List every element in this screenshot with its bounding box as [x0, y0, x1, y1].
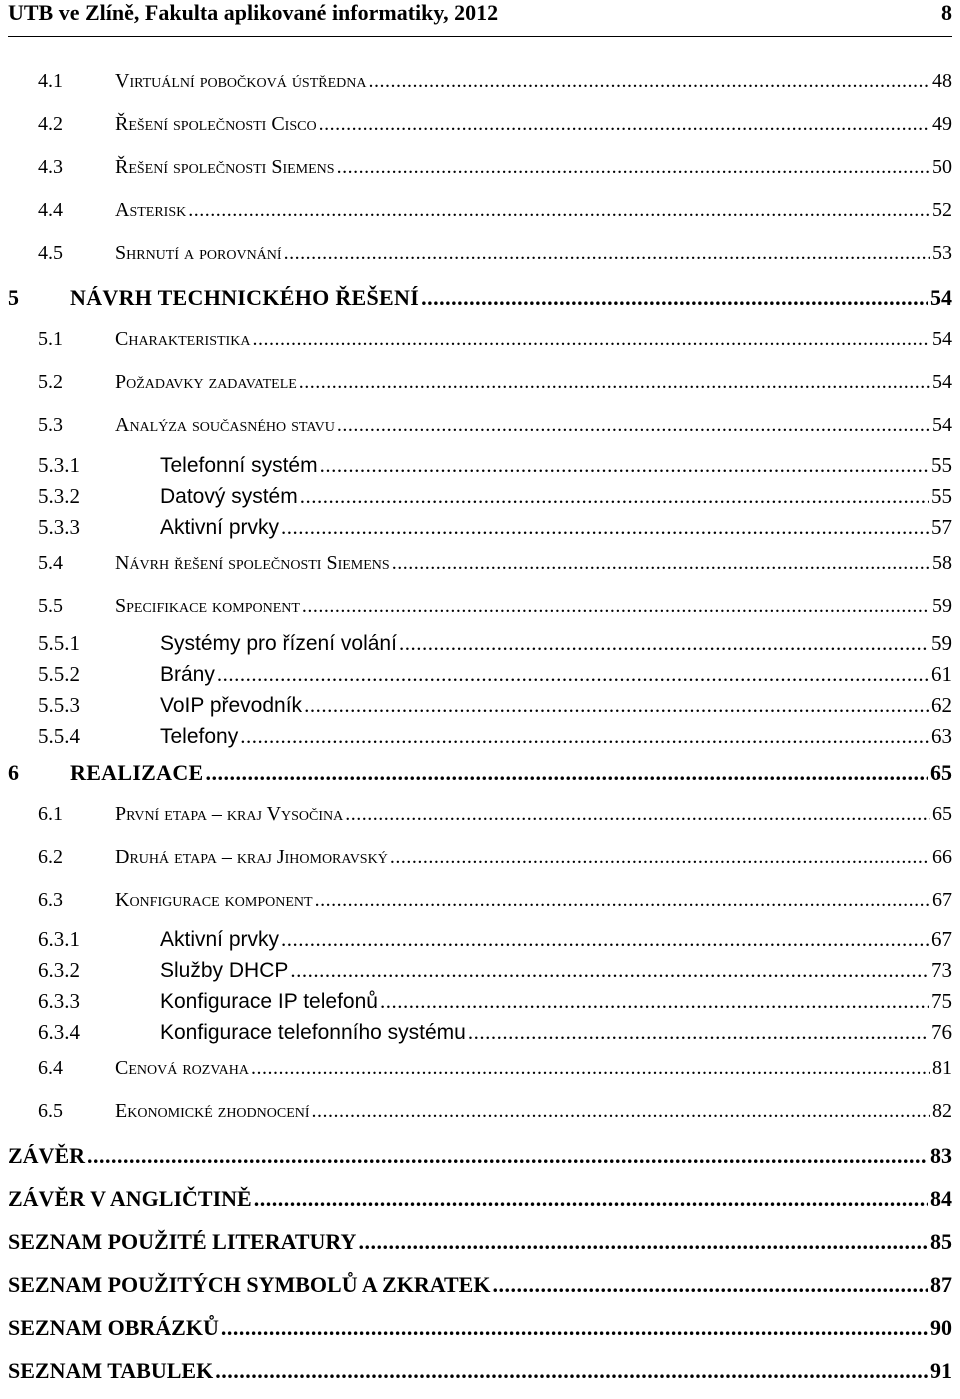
toc-entry-title: Cenová rozvaha [115, 1057, 249, 1079]
toc-dot-leader [421, 285, 928, 311]
toc-entry-title: Druhá etapa – kraj Jihomoravský [115, 846, 388, 868]
toc-entry[interactable] [8, 1229, 952, 1255]
toc-entry[interactable] [38, 113, 952, 136]
toc-entry-number: 5.2 [38, 371, 63, 393]
toc-entry-number: 6.4 [38, 1057, 63, 1079]
toc-entry-title: Brány [160, 663, 215, 686]
toc-entry-title: ZÁVĚR V ANGLIČTINĚ [8, 1186, 252, 1211]
toc-entry-number: 4.2 [38, 113, 63, 135]
toc-entry-title: NÁVRH TECHNICKÉHO ŘEŠENÍ [70, 285, 420, 310]
toc-entry[interactable] [38, 927, 952, 952]
toc-dot-leader [302, 595, 930, 618]
toc-entry-page: 87 [930, 1272, 952, 1297]
toc-entry[interactable] [8, 1272, 952, 1298]
toc-entry[interactable] [8, 1186, 952, 1212]
toc-entry-title: Ekonomické zhodnocení [115, 1100, 310, 1122]
toc-entry-page: 73 [931, 958, 952, 982]
toc-entry-title: Analýza současného stavu [115, 414, 335, 436]
toc-entry-title: Systémy pro řízení volání [160, 632, 397, 655]
toc-entry-page: 53 [932, 242, 952, 264]
toc-dot-leader [468, 1020, 929, 1045]
toc-entry-title: Charakteristika [115, 328, 251, 350]
toc-entry-title: SEZNAM POUŽITÉ LITERATURY [8, 1229, 357, 1254]
toc-entry-page: 49 [932, 113, 952, 135]
toc-entry-title: Konfigurace telefonního systému [160, 1021, 466, 1044]
toc-dot-leader [87, 1143, 928, 1169]
toc-entry[interactable] [38, 414, 952, 437]
toc-entry-number: 5.5 [38, 595, 63, 617]
toc-entry-title: SEZNAM TABULEK [8, 1358, 214, 1383]
toc-entry-number: 6.1 [38, 803, 63, 825]
document-title: UTB ve Zlíně, Fakulta aplikované informatiky, 2012 [8, 0, 499, 25]
toc-entry-page: 59 [931, 631, 952, 655]
toc-entry[interactable] [38, 552, 952, 575]
toc-entry-page: 83 [930, 1143, 952, 1168]
toc-entry-title: ZÁVĚR [8, 1143, 86, 1168]
toc-entry-number: 5.5.1 [38, 631, 80, 655]
toc-entry-number: 5.5.2 [38, 662, 80, 686]
toc-dot-leader [304, 693, 929, 718]
toc-entry[interactable] [38, 662, 952, 687]
toc-dot-leader [492, 1272, 928, 1298]
toc-entry-page: 90 [930, 1315, 952, 1340]
toc-entry-page: 63 [931, 724, 952, 748]
toc-entry-title: Řešení společnosti Cisco [115, 113, 317, 135]
toc-entry-page: 52 [932, 199, 952, 221]
toc-entry-page: 54 [932, 328, 952, 350]
toc-entry-number: 5.3 [38, 414, 63, 436]
toc-dot-leader [281, 515, 929, 540]
toc-entry[interactable] [38, 595, 952, 618]
toc-dot-leader [358, 1229, 928, 1255]
toc-entry[interactable] [8, 285, 952, 311]
toc-dot-leader [390, 846, 930, 869]
toc-dot-leader [319, 113, 930, 136]
toc-entry-number: 5.3.3 [38, 515, 80, 539]
toc-entry-page: 61 [931, 662, 952, 686]
toc-entry-title: Návrh řešení společnosti Siemens [115, 552, 390, 574]
toc-entry-title: Shrnutí a porovnání [115, 242, 282, 264]
toc-entry-page: 59 [932, 595, 952, 617]
toc-entry-page: 84 [930, 1186, 952, 1211]
toc-entry[interactable] [8, 1143, 952, 1169]
toc-entry-title: Telefony [160, 725, 239, 748]
toc-entry-number: 4.4 [38, 199, 63, 221]
toc-dot-leader [206, 760, 928, 786]
toc-dot-leader [345, 803, 930, 826]
toc-entry-page: 55 [931, 484, 952, 508]
toc-entry[interactable] [38, 889, 952, 912]
toc-entry-page: 58 [932, 552, 952, 574]
toc-entry-title: Virtuální pobočková ústředna [115, 70, 367, 92]
toc-entry-title: Aktivní prvky [160, 516, 280, 539]
toc-entry-page: 54 [930, 285, 952, 310]
toc-entry-number: 4.1 [38, 70, 63, 92]
toc-dot-leader [312, 1100, 930, 1123]
toc-entry[interactable] [38, 156, 952, 179]
toc-dot-leader [215, 1358, 928, 1384]
toc-entry-page: 67 [932, 889, 952, 911]
toc-entry[interactable] [38, 70, 952, 93]
toc-entry-title: Konfigurace IP telefonů [160, 990, 378, 1013]
toc-entry-number: 5 [8, 285, 19, 310]
toc-entry[interactable] [38, 724, 952, 749]
toc-dot-leader [252, 328, 930, 351]
toc-dot-leader [399, 631, 929, 656]
toc-entry[interactable] [38, 693, 952, 718]
toc-entry-title: Datový systém [160, 485, 298, 508]
toc-entry-number: 6.3.3 [38, 989, 80, 1013]
toc-entry[interactable] [38, 631, 952, 656]
toc-entry-number: 4.3 [38, 156, 63, 178]
toc-entry-number: 6.3 [38, 889, 63, 911]
toc-entry[interactable] [38, 1100, 952, 1123]
toc-entry-page: 66 [932, 846, 952, 868]
toc-entry[interactable] [8, 1358, 952, 1384]
toc-dot-leader [300, 484, 929, 509]
toc-dot-leader [337, 156, 930, 179]
toc-entry-title: První etapa – kraj Vysočina [115, 803, 344, 825]
toc-entry-page: 54 [932, 414, 952, 436]
toc-entry-number: 5.5.4 [38, 724, 80, 748]
toc-entry-title: VoIP převodník [160, 694, 303, 717]
toc-dot-leader [315, 889, 930, 912]
toc-dot-leader [217, 662, 929, 687]
toc-dot-leader [251, 1057, 930, 1080]
toc-dot-leader [290, 958, 929, 983]
toc-entry-number: 6.3.4 [38, 1020, 80, 1044]
toc-dot-leader [221, 1315, 928, 1341]
toc-dot-leader [320, 453, 929, 478]
toc-entry[interactable] [38, 371, 952, 394]
toc-entry[interactable] [38, 1020, 952, 1045]
toc-entry[interactable] [38, 199, 952, 222]
toc-entry-page: 82 [932, 1100, 952, 1122]
toc-entry[interactable] [8, 1315, 952, 1341]
toc-dot-leader [281, 927, 929, 952]
toc-entry-title: Konfigurace komponent [115, 889, 313, 911]
toc-entry-number: 6.3.1 [38, 927, 80, 951]
toc-entry-page: 67 [931, 927, 952, 951]
toc-entry-page: 85 [930, 1229, 952, 1254]
toc-dot-leader [254, 1186, 928, 1212]
toc-entry-title: REALIZACE [70, 760, 204, 785]
toc-entry-title: SEZNAM POUŽITÝCH SYMBOLŮ A ZKRATEK [8, 1272, 491, 1297]
toc-entry-title: Služby DHCP [160, 959, 289, 982]
toc-entry[interactable] [38, 328, 952, 351]
toc-entry[interactable] [38, 242, 952, 265]
toc-entry[interactable] [38, 846, 952, 869]
toc-entry[interactable] [38, 803, 952, 826]
toc-entry-page: 65 [932, 803, 952, 825]
page-number: 8 [941, 0, 952, 25]
toc-entry-number: 6.3.2 [38, 958, 80, 982]
toc-entry[interactable] [38, 989, 952, 1014]
toc-entry-number: 5.5.3 [38, 693, 80, 717]
toc-entry-number: 5.3.1 [38, 453, 80, 477]
toc-entry[interactable] [38, 515, 952, 540]
toc-entry-number: 6 [8, 760, 19, 785]
toc-entry-title: Specifikace komponent [115, 595, 300, 617]
toc-dot-leader [380, 989, 929, 1014]
toc-entry-page: 91 [930, 1358, 952, 1383]
toc-dot-leader [240, 724, 929, 749]
toc-entry[interactable] [38, 1057, 952, 1080]
toc-entry-number: 5.3.2 [38, 484, 80, 508]
toc-entry-number: 4.5 [38, 242, 63, 264]
toc-dot-leader [369, 70, 931, 93]
toc-entry-number: 5.1 [38, 328, 63, 350]
toc-dot-leader [284, 242, 930, 265]
toc-entry-title: SEZNAM OBRÁZKŮ [8, 1315, 219, 1340]
toc-entry-page: 55 [931, 453, 952, 477]
toc-entry-page: 54 [932, 371, 952, 393]
toc-entry[interactable] [38, 958, 952, 983]
toc-entry-page: 65 [930, 760, 952, 785]
toc-entry-page: 75 [931, 989, 952, 1013]
toc-entry-number: 5.4 [38, 552, 63, 574]
toc-entry-title: Požadavky zadavatele [115, 371, 297, 393]
toc-entry[interactable] [8, 760, 952, 786]
toc-entry-title: Řešení společnosti Siemens [115, 156, 335, 178]
toc-entry[interactable] [38, 484, 952, 509]
toc-entry-page: 57 [931, 515, 952, 539]
toc-entry-number: 6.5 [38, 1100, 63, 1122]
toc-entry-page: 81 [932, 1057, 952, 1079]
toc-dot-leader [188, 199, 930, 222]
toc-entry-title: Aktivní prvky [160, 928, 280, 951]
toc-entry[interactable] [38, 453, 952, 478]
toc-entry-page: 76 [931, 1020, 952, 1044]
toc-dot-leader [392, 552, 930, 575]
toc-entry-title: Telefonní systém [160, 454, 318, 477]
toc-entry-number: 6.2 [38, 846, 63, 868]
toc-dot-leader [299, 371, 930, 394]
toc-entry-page: 62 [931, 693, 952, 717]
toc-dot-leader [337, 414, 930, 437]
toc-entry-page: 50 [932, 156, 952, 178]
toc-entry-page: 48 [932, 70, 952, 92]
toc-entry-title: Asterisk [115, 199, 187, 221]
